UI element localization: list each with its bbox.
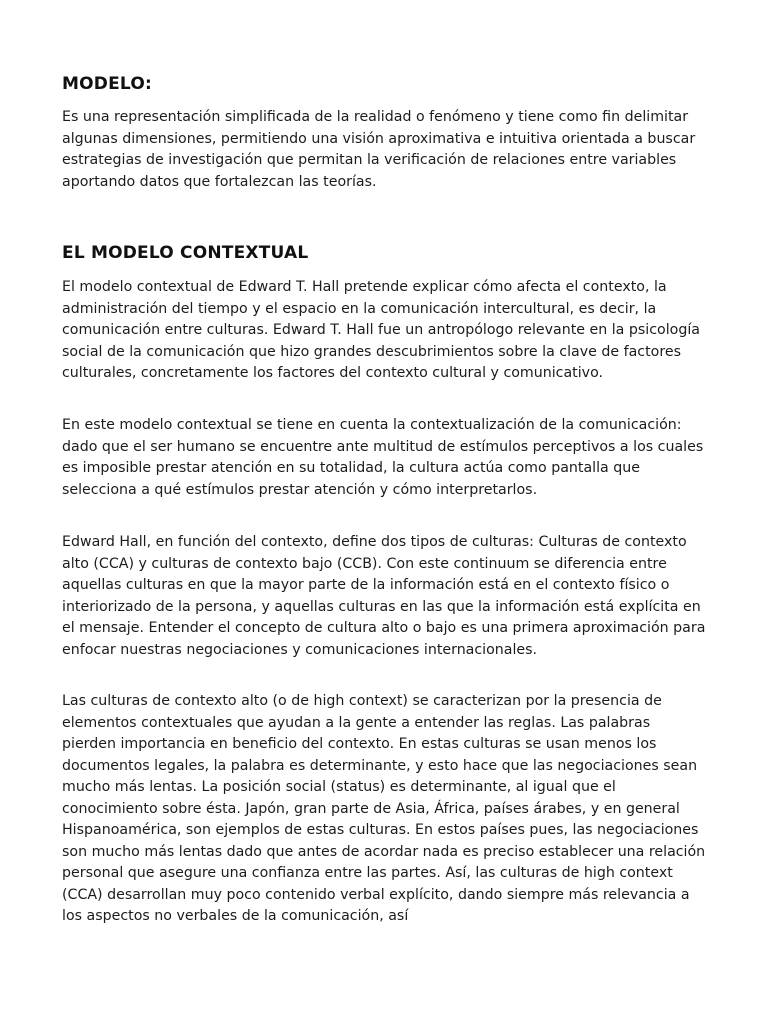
paragraph-contextual-2: En este modelo contextual se tiene en cuenta la contextualización de la comunicación: dado que el ser humano se encuentre ante multitud de estímulos perceptivos a los cuales es imposible prestar atención en su totalidad, la cultura actúa como pantalla que selecciona a qué estímulos prestar atención y cómo interpretarlos.	[62, 417, 704, 498]
section-heading-modelo: MODELO:	[62, 74, 152, 94]
section-heading-modelo-contextual: EL MODELO CONTEXTUAL	[62, 243, 309, 263]
paragraph-contextual-4: Las culturas de contexto alto (o de high context) se caracterizan por la presencia de elementos contextuales que ayudan a la gente a entender las reglas. Las palabras pierden importancia en beneficio del contexto. En estas culturas se usan menos los documentos legales, la palabra es determinante, y esto hace que las negociaciones sean mucho más lentas. La posición social (status) es determinante, al igual que el conocimiento sobre ésta. Japón, gran parte de Asia, África, países árabes, y en general Hispanoamérica, son ejemplos de estas culturas. En estos países pues, las negociaciones son mucho más lentas dado que antes de acordar nada es preciso establecer una relación personal que asegure una confianza entre las partes. Así, las culturas de high context (CCA) desarrollan muy poco contenido verbal explícito, dando siempre más relevancia a los aspectos no verbales de la comunicación, así	[62, 693, 706, 924]
paragraph-contextual-3: Edward Hall, en función del contexto, define dos tipos de culturas: Culturas de contexto alto (CCA) y culturas de contexto bajo (CCB). Con este continuum se diferencia entre aquellas culturas en que la mayor parte de la información está en el contexto físico o interiorizado de la persona, y aquellas culturas en las que la información está explícita en el mensaje. Entender el concepto de cultura alto o bajo es una primera aproximación para enfocar nuestras negociaciones y comunicaciones internacionales.	[62, 534, 706, 658]
paragraph-contextual-1: El modelo contextual de Edward T. Hall pretende explicar cómo afecta el contexto, la administración del tiempo y el espacio en la comunicación intercultural, es decir, la comunicación entre culturas. Edward T. Hall fue un antropólogo relevante en la psicología social de la comunicación que hizo grandes descubrimientos sobre la clave de factores culturales, concretamente los factores del contexto cultural y comunicativo.	[62, 279, 700, 381]
paragraph-modelo: Es una representación simplificada de la realidad o fenómeno y tiene como fin delimitar algunas dimensiones, permitiendo una visión aproximativa e intuitiva orientada a buscar estrategias de investigación que permitan la verificación de relaciones entre variables aportando datos que fortalezcan las teorías.	[62, 109, 696, 190]
